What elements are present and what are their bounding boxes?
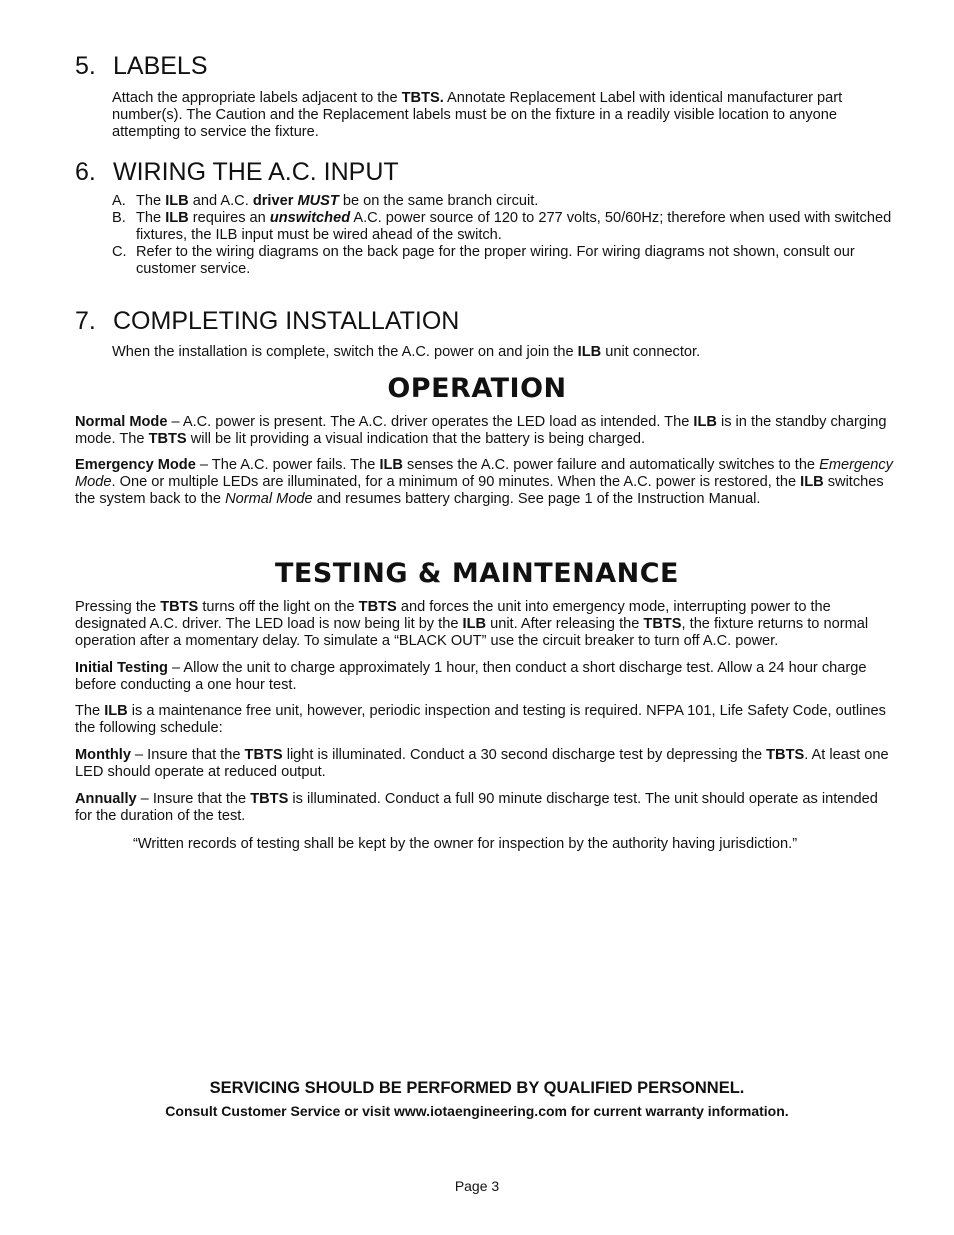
wiring-item-a: A. The ILB and A.C. driver MUST be on the same branch circuit.	[112, 193, 539, 209]
section-7-heading: 7. COMPLETING INSTALLATION	[75, 307, 460, 335]
section-5-heading: 5. LABELS	[75, 52, 208, 80]
testing-maintenance-heading: TESTING & MAINTENANCE	[275, 558, 679, 589]
written-records-quote: “Written records of testing shall be kept by the owner for inspection by the authority having jurisdiction.”	[133, 836, 798, 852]
wiring-item-b: B. The ILB requires an unswitched A.C. power source of 120 to 277 volts, 50/60Hz; therefore when used with switched fixtures, the ILB input must be wired ahead of the switch.	[112, 210, 892, 243]
normal-mode-paragraph: Normal Mode – A.C. power is present. The A.C. driver operates the LED load as intended. The ILB is in the standby charging mode. The TBTS will be lit providing a visual indication that the battery is being charged.	[75, 414, 887, 447]
section-6-heading: 6. WIRING THE A.C. INPUT	[75, 158, 399, 186]
maintenance-paragraph: The ILB is a maintenance free unit, however, periodic inspection and testing is required. NFPA 101, Life Safety Code, outlines the following schedule:	[75, 703, 886, 736]
wiring-list	[112, 193, 902, 278]
initial-testing-paragraph: Initial Testing – Allow the unit to charge approximately 1 hour, then conduct a short discharge test. Allow a 24 hour charge before conducting a one hour test.	[75, 660, 867, 693]
servicing-notice: SERVICING SHOULD BE PERFORMED BY QUALIFIED PERSONNEL.	[209, 1079, 745, 1097]
annually-paragraph: Annually – Insure that the TBTS is illuminated. Conduct a full 90 minute discharge test. The unit should operate as intended for the duration of the test.	[75, 791, 878, 824]
completing-paragraph: When the installation is complete, switch the A.C. power on and join the ILB unit connector.	[112, 344, 701, 360]
warranty-notice: Consult Customer Service or visit www.iotaengineering.com for current warranty information.	[165, 1103, 789, 1119]
emergency-mode-paragraph: Emergency Mode – The A.C. power fails. The ILB senses the A.C. power failure and automatically switches to the Emergency Mode. One or multiple LEDs are illuminated, for a minimum of 90 minutes. When the A.C. power is restored, the ILB switches the system back to the Normal Mode and resumes battery charging. See page 1 of the Instruction Manual.	[75, 457, 893, 507]
labels-paragraph: Attach the appropriate labels adjacent to the TBTS. Annotate Replacement Label with identical manufacturer part number(s). The Caution and the Replacement labels must be on the fixture in a readily visible location to anyone attempting to service the fixture.	[112, 90, 843, 140]
page-number: Page 3	[454, 1178, 500, 1194]
wiring-item-c: C. Refer to the wiring diagrams on the back page for the proper wiring. For wiring diagrams not shown, consult our customer service.	[112, 244, 855, 277]
testing-intro-paragraph: Pressing the TBTS turns off the light on the TBTS and forces the unit into emergency mode, interrupting power to the designated A.C. driver. The LED load is now being lit by the ILB unit. After releasing the TBTS, the fixture returns to normal operation after a momentary delay. To simulate a “BLACK OUT” use the circuit breaker to turn off A.C. power.	[75, 599, 869, 649]
monthly-paragraph: Monthly – Insure that the TBTS light is illuminated. Conduct a 30 second discharge test by depressing the TBTS. At least one LED should operate at reduced output.	[75, 747, 889, 780]
operation-heading: OPERATION	[387, 373, 567, 404]
